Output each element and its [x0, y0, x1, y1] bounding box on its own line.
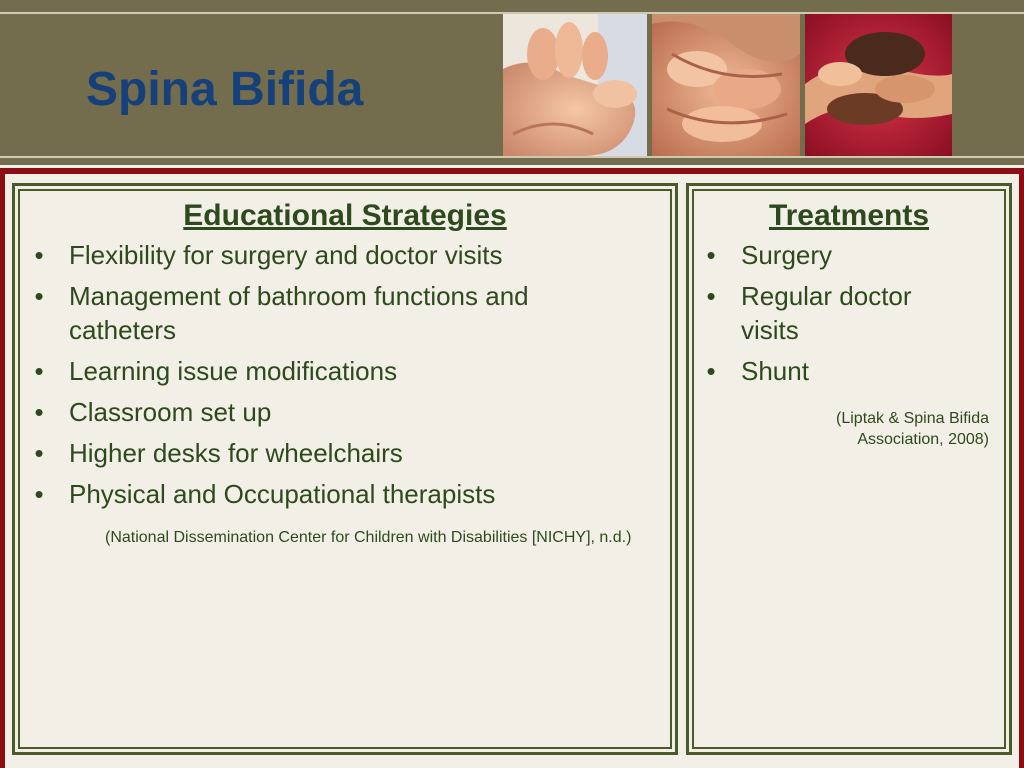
list-item-text: Surgery: [741, 240, 833, 270]
list-item-text: Learning issue modifications: [69, 356, 398, 386]
bullet-icon: •: [34, 356, 44, 386]
bullet-icon: •: [706, 356, 716, 386]
list-item: [29, 238, 629, 272]
bullet-icon: •: [34, 240, 44, 270]
list-item: [701, 279, 971, 347]
treatments-panel: [686, 183, 1012, 755]
list-item-text: Regular doctor visits: [741, 281, 912, 345]
joined-hands-photo: [805, 14, 952, 156]
list-item-text: Higher desks for wheelchairs: [69, 438, 403, 468]
bullet-icon: •: [34, 397, 44, 427]
bullet-icon: •: [34, 281, 44, 311]
clasped-hands-photo: [652, 14, 800, 156]
bullet-icon: •: [34, 479, 44, 509]
slide-title: Spina Bifida: [86, 63, 364, 116]
educational-strategies-panel: [12, 183, 678, 755]
educational-strategies-citation: (National Dissemination Center for Children with Disabilities [NICHY], n.d.): [105, 529, 632, 546]
list-item-text: Management of bathroom functions and catheters: [69, 281, 529, 345]
educational-strategies-list: [29, 238, 675, 511]
bullet-icon: •: [706, 281, 716, 311]
list-item: [29, 279, 629, 347]
list-item-text: Physical and Occupational therapists: [69, 479, 496, 509]
list-item-text: Flexibility for surgery and doctor visits: [69, 240, 503, 270]
list-item: [29, 354, 629, 388]
list-item-text: Classroom set up: [69, 397, 272, 427]
list-item-text: Shunt: [741, 356, 809, 386]
list-item: [701, 354, 971, 388]
header-bottom-rule: [0, 156, 1024, 158]
treatments-citation: (Liptak & Spina Bifida Association, 2008): [836, 410, 989, 448]
educational-strategies-heading: Educational Strategies: [183, 199, 507, 232]
list-item: [29, 395, 629, 429]
bullet-icon: •: [706, 240, 716, 270]
list-item: [701, 238, 971, 272]
header-bar: [0, 0, 1024, 165]
treatments-list: [701, 238, 1009, 388]
treatments-heading: Treatments: [768, 199, 930, 232]
hand-holding-finger-photo: [503, 14, 647, 156]
list-item: [29, 436, 629, 470]
bullet-icon: •: [34, 438, 44, 468]
list-item: [29, 477, 629, 511]
